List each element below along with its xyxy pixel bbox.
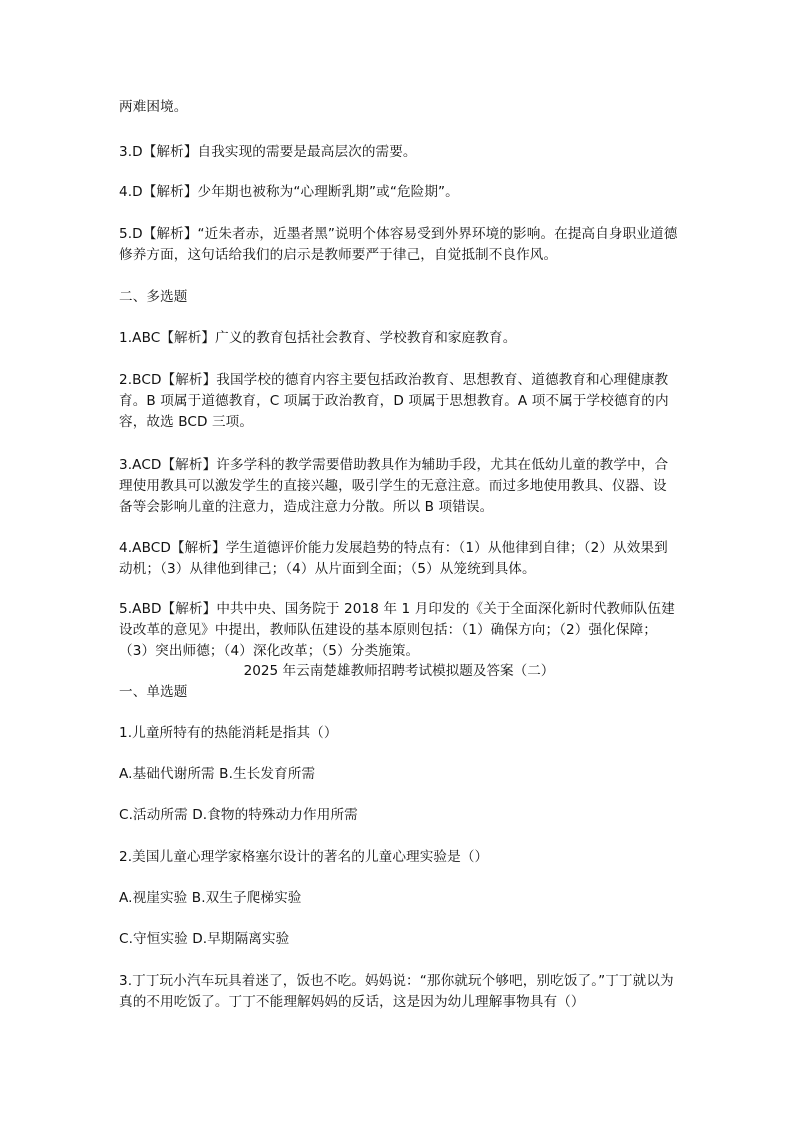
answer-3: 3.D【解析】自我实现的需要是最高层次的需要。 — [119, 144, 417, 160]
multi-answer-1: 1.ABC【解析】广义的教育包括社会教育、学校教育和家庭教育。 — [119, 330, 517, 346]
multi-answer-5: 5.ABD【解析】中共中央、国务院于 2018 年 1 月印发的《关于全面深化新时代教师队伍建设改革的意见》中提出，教师队伍建设的基本原则包括：（1）确保方向；（2）强化保障；（3）突出师德；（4）深化改革；（5）分类施策。 — [119, 601, 675, 659]
multi-answer-3: 3.ACD【解析】许多学科的教学需要借助教具作为辅助手段，尤其在低幼儿童的教学中，合理使用教具可以激发学生的直接兴趣，吸引学生的无意注意。而过多地使用教具、仪器、设备等会影响儿童的注意力，造成注意力分散。所以 B 项错误。 — [119, 457, 669, 515]
question-1-options-ab: A.基础代谢所需 B.生长发育所需 — [119, 766, 316, 782]
question-2-options-cd: C.守恒实验 D.早期隔离实验 — [119, 931, 290, 947]
multi-answer-4: 4.ABCD【解析】学生道德评价能力发展趋势的特点有：（1）从他律到自律；（2）从效果到动机；（3）从律他到律己；（4）从片面到全面；（5）从笼统到具体。 — [119, 540, 668, 577]
answer-5: 5.D【解析】“近朱者赤，近墨者黑”说明个体容易受到外界环境的影响。在提高自身职业道德修养方面，这句话给我们的启示是教师要严于律己，自觉抵制不良作风。 — [119, 226, 678, 263]
question-3: 3.丁丁玩小汽车玩具着迷了，饭也不吃。妈妈说：“那你就玩个够吧，别吃饭了。”丁丁就以为真的不用吃饭了。丁丁不能理解妈妈的反话，这是因为幼儿理解事物具有（） — [119, 973, 674, 1010]
question-2: 2.美国儿童心理学家格塞尔设计的著名的儿童心理实验是（） — [119, 849, 489, 865]
question-1: 1.儿童所特有的热能消耗是指其（） — [119, 725, 338, 741]
exam-title: 2025 年云南楚雄教师招聘考试模拟题及答案（二） — [243, 663, 555, 679]
section-heading-single-choice: 一、单选题 — [119, 684, 188, 700]
section-heading-multiple-choice: 二、多选题 — [119, 289, 188, 305]
question-2-options-ab: A.视崖实验 B.双生子爬梯实验 — [119, 890, 302, 906]
paragraph-fragment: 两难困境。 — [119, 99, 188, 115]
multi-answer-2: 2.BCD【解析】我国学校的德育内容主要包括政治教育、思想教育、道德教育和心理健康教育。B 项属于道德教育，C 项属于政治教育，D 项属于思想教育。A 项不属于学校德育的内容，故选 BCD 三项。 — [119, 372, 669, 430]
answer-4: 4.D【解析】少年期也被称为“心理断乳期”或“危险期”。 — [119, 184, 459, 200]
question-1-options-cd: C.活动所需 D.食物的特殊动力作用所需 — [119, 807, 358, 823]
